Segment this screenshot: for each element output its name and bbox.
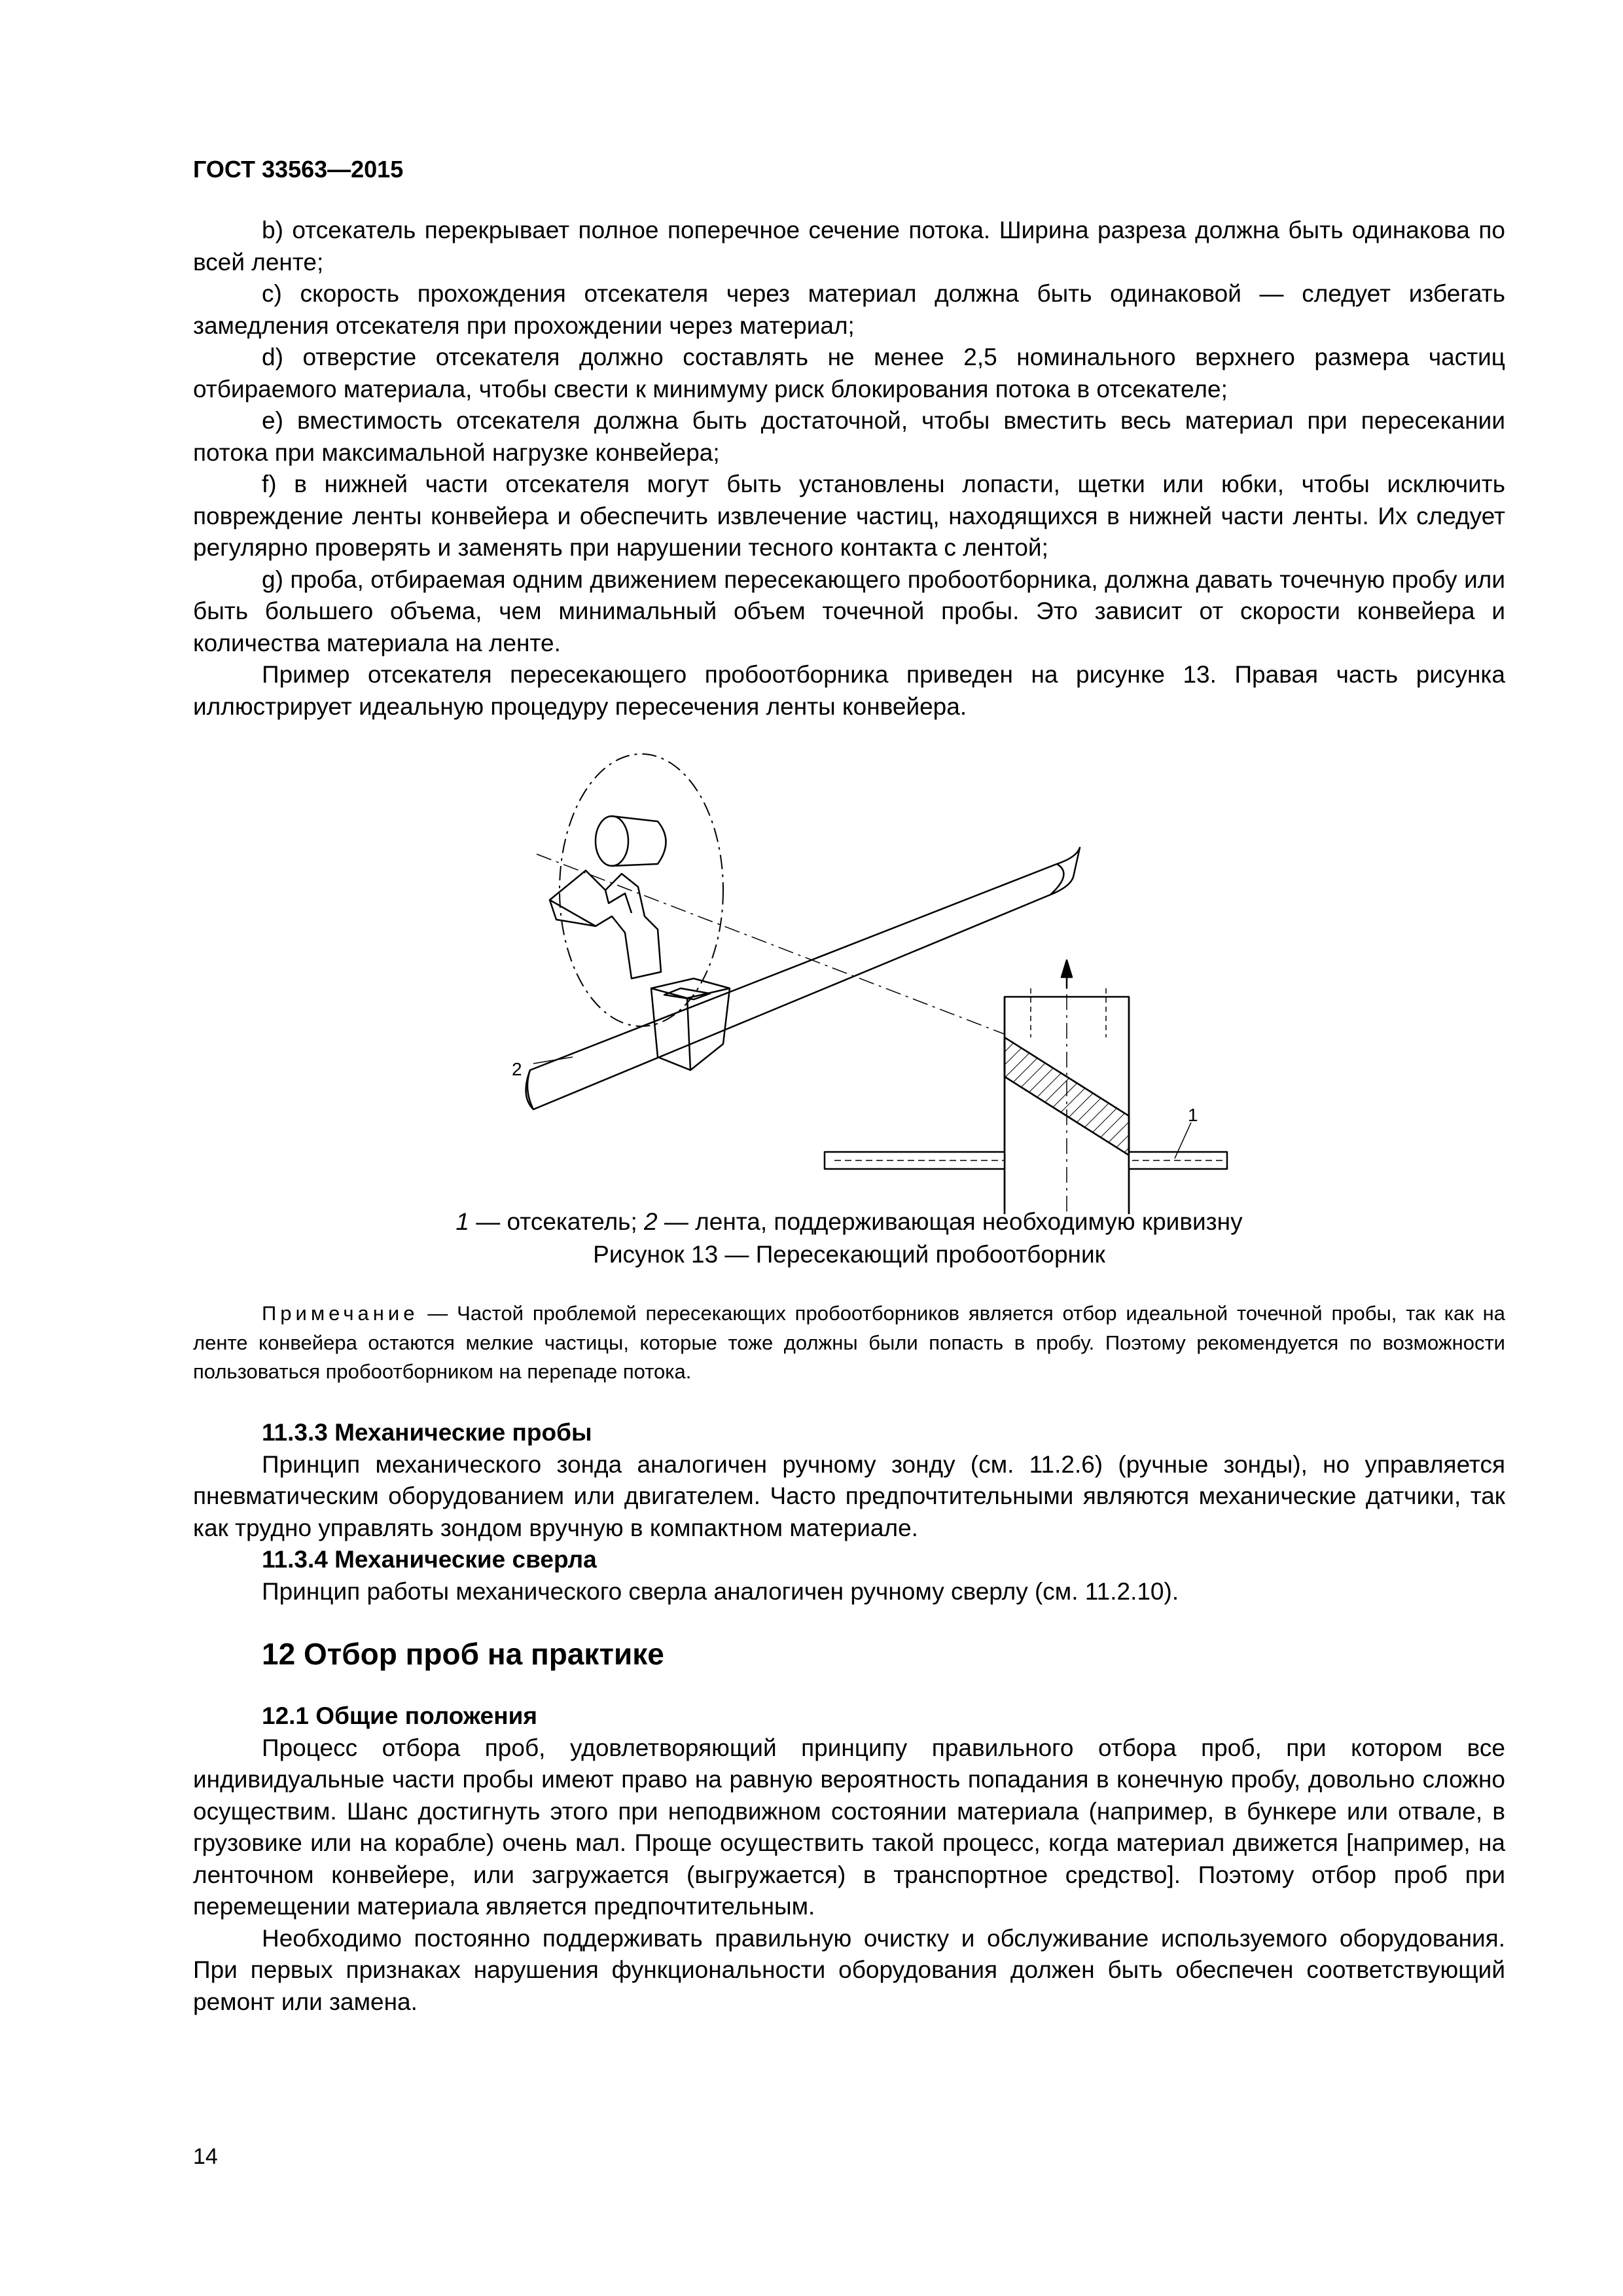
list-block <box>193 215 1505 723</box>
paragraph-12-1-2: Необходимо постоянно поддерживать правильную очистку и обслуживание используемого оборудования. При первых признаках нарушения функциональности оборудования должен быть обеспечен соответствующий ремонт или замена. <box>193 1924 1505 2015</box>
list-item-b: b) отсекатель перекрывает полное поперечное сечение потока. Ширина разреза должна быть одинакова по всей ленте; <box>193 217 1505 276</box>
note-label: Примечание <box>262 1302 419 1325</box>
section-12-1-block <box>193 1700 1505 2018</box>
list-item-f: f) в нижней части отсекателя могут быть установлены лопасти, щетки или юбки, чтобы исключить повреждение ленты конвейера и обеспечить извлечение частиц, находящихся в нижней части ленты. Их следует регулярно проверять и заменять при нарушении тесного контакта с лентой; <box>193 471 1505 561</box>
page-number: 14 <box>193 2144 218 2169</box>
list-item-c: c) скорость прохождения отсекателя через материал должна быть одинаковой — следует избегать замедления отсекателя при прохождении через материал; <box>193 280 1505 339</box>
leader-line-2 <box>533 1057 573 1064</box>
note-block <box>193 1299 1505 1387</box>
paragraph-11-3-4: Принцип работы механического сверла аналогичен ручному сверлу (см. 11.2.10). <box>262 1577 1179 1605</box>
heading-section-12: 12 Отбор проб на практике <box>262 1637 664 1671</box>
legend-number-2: 2 <box>644 1208 658 1235</box>
heading-11-3-3: 11.3.3 Механические пробы <box>262 1419 592 1446</box>
figure-13-cross-belt-sampler <box>458 730 1243 1214</box>
heading-11-3-4: 11.3.4 Механические сверла <box>262 1546 597 1573</box>
axis-line <box>537 854 1047 1050</box>
paragraph-11-3-3: Принцип механического зонда аналогичен ручному зонду (см. 11.2.6) (ручные зонды), но управляется пневматическим оборудованием или двигателем. Часто предпочтительными являются механические датчики, так как трудно управлять зондом вручную в компактном материале. <box>193 1450 1505 1541</box>
figure-intro-paragraph: Пример отсекателя пересекающего пробоотборника приведен на рисунке 13. Правая часть рисунка иллюстрирует идеальную процедуру пересечения ленты конвейера. <box>193 661 1505 720</box>
cross-section-drawing <box>825 960 1227 1214</box>
legend-number-1: 1 <box>455 1208 469 1235</box>
section-11-3-block <box>193 1417 1505 1607</box>
cutter-rotation-path <box>560 754 723 1026</box>
figure-legend <box>193 1206 1505 1238</box>
legend-text-2: — лента, поддерживающая необходимую кривизну <box>657 1208 1243 1235</box>
list-item-d: d) отверстие отсекателя должно составлять не менее 2,5 номинального верхнего размера частиц отбираемого материала, чтобы свести к минимуму риск блокирования потока в отсекателе; <box>193 344 1505 403</box>
figure-label-2: 2 <box>512 1059 522 1079</box>
note-paragraph <box>193 1299 1505 1387</box>
list-item-e: e) вместимость отсекателя должна быть достаточной, чтобы вместить весь материал при пересекании потока при максимальной нагрузке конвейера; <box>193 407 1505 466</box>
heading-12-1: 12.1 Общие положения <box>262 1702 537 1729</box>
paragraph-12-1-1: Процесс отбора проб, удовлетворяющий принципу правильного отбора проб, при котором все индивидуальные части пробы имеют право на равную вероятность попадания в конечную пробу, довольно сложно осуществим. Шанс достигнуть этого при неподвижном состоянии материала (например, в бункере или отвале, в грузовике или на корабле) очень мал. Проще осуществить такой процесс, когда материал движется [например, на ленточном конвейере, или загружается (выгружается) в транспортное средство]. Поэтому отбор проб при перемещении материала является предпочтительным. <box>193 1734 1505 1920</box>
figure-label-1: 1 <box>1188 1105 1198 1125</box>
legend-text-1: — отсекатель; <box>469 1208 645 1235</box>
standard-header: ГОСТ 33563—2015 <box>193 156 404 183</box>
figure-title: Рисунок 13 — Пересекающий пробоотборник <box>593 1241 1105 1268</box>
list-item-g: g) проба, отбираемая одним движением пересекающего пробоотборника, должна давать точечную пробу или быть большего объема, чем минимальный объем точечной пробы. Это зависит от скорости конвейера и количества материала на ленте. <box>193 565 1505 656</box>
note-text: — Частой проблемой пересекающих пробоотборников является отбор идеальной точечной пробы, так как на ленте конвейера остаются мелкие частицы, которые тоже должны были попасть в пробу. Поэтому рекомендуется по возможности пользоваться пробоотборником на перепаде потока. <box>193 1302 1505 1383</box>
